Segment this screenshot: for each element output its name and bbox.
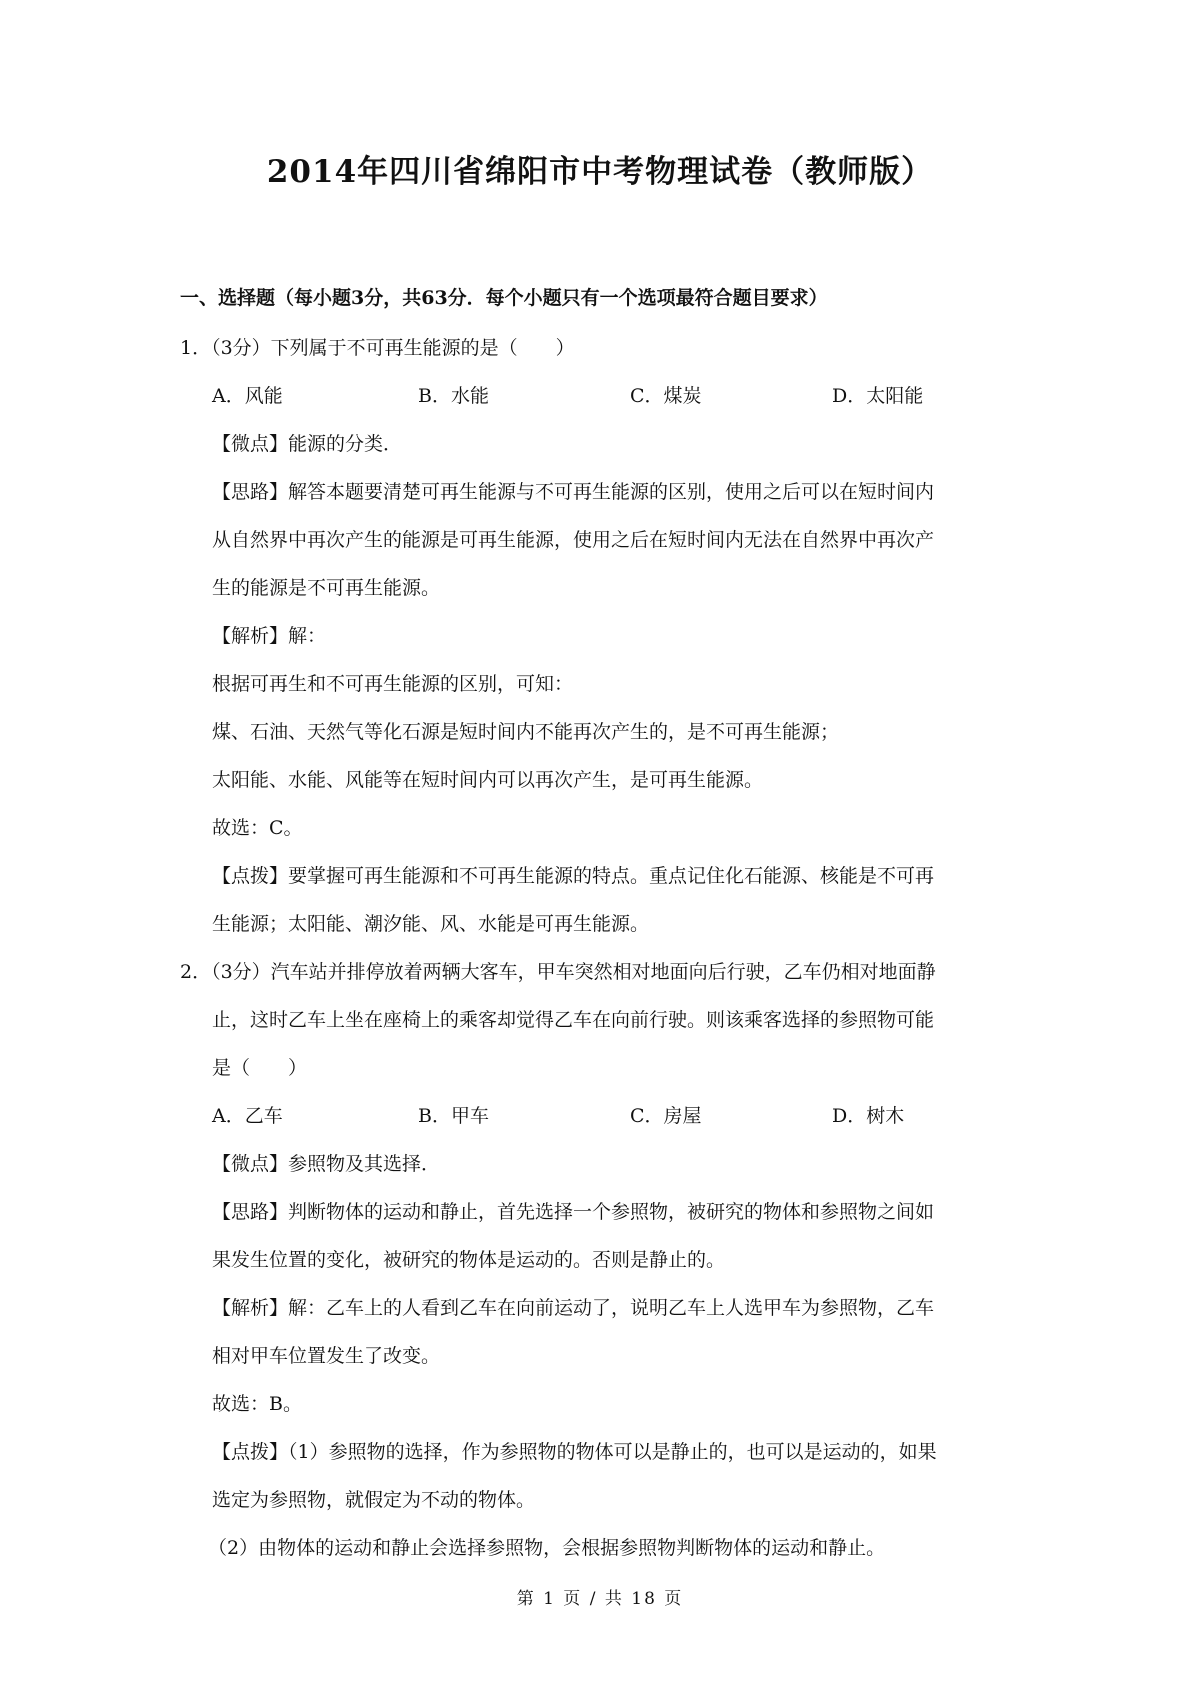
q2-stem-line: 是（ ） <box>212 1057 308 1079</box>
q2-dianbo-line: 【点拨】（1）参照物的选择，作为参照物的物体可以是静止的，也可以是运动的，如果 <box>212 1441 937 1463</box>
q2-silu-line: 果发生位置的变化，被研究的物体是运动的。否则是静止的。 <box>212 1249 726 1271</box>
q2-jiexi-line: 相对甲车位置发生了改变。 <box>212 1345 441 1367</box>
q1-jiexi-line: 太阳能、水能、风能等在短时间内可以再次产生，是可再生能源。 <box>212 769 764 791</box>
q2-weidian: 【微点】参照物及其选择． <box>212 1153 441 1175</box>
q1-jiexi-line: 根据可再生和不可再生能源的区别，可知： <box>212 673 574 695</box>
q2-jiexi-line: 【解析】解：乙车上的人看到乙车在向前运动了，说明乙车上人选甲车为参照物，乙车 <box>212 1297 935 1319</box>
q2-option-a: A．乙车 <box>212 1105 283 1127</box>
q2-answer: 故选：B。 <box>212 1393 302 1415</box>
q2-stem-line: 2．（3分）汽车站并排停放着两辆大客车，甲车突然相对地面向后行驶，乙车仍相对地面静 <box>180 961 936 983</box>
section-heading: 一、选择题（每小题3分，共63分．每个小题只有一个选项最符合题目要求） <box>180 287 828 309</box>
q1-jiexi-line: 煤、石油、天然气等化石源是短时间内不能再次产生的，是不可再生能源； <box>212 721 840 743</box>
q2-dianbo-line: 选定为参照物，就假定为不动的物体。 <box>212 1489 536 1511</box>
q1-jiexi-line: 【解析】解： <box>212 625 327 647</box>
q1-silu-line: 生的能源是不可再生能源。 <box>212 577 441 599</box>
page-footer: 第 1 页 / 共 18 页 <box>516 1589 684 1609</box>
q2-dianbo-line: （2）由物体的运动和静止会选择参照物，会根据参照物判断物体的运动和静止。 <box>208 1537 886 1559</box>
q1-dianbo-line: 生能源；太阳能、潮汐能、风、水能是可再生能源。 <box>212 913 650 935</box>
q1-silu-line: 从自然界中再次产生的能源是可再生能源，使用之后在短时间内无法在自然界中再次产 <box>212 529 935 551</box>
q2-option-b: B．甲车 <box>418 1105 489 1127</box>
q2-stem-line: 止，这时乙车上坐在座椅上的乘客却觉得乙车在向前行驶。则该乘客选择的参照物可能 <box>212 1009 935 1031</box>
q1-silu-line: 【思路】解答本题要清楚可再生能源与不可再生能源的区别，使用之后可以在短时间内 <box>212 481 935 503</box>
q1-answer: 故选：C。 <box>212 817 303 839</box>
q2-option-c: C．房屋 <box>630 1105 702 1127</box>
page-title: 2014年四川省绵阳市中考物理试卷（教师版） <box>266 154 934 190</box>
q1-dianbo-line: 【点拨】要掌握可再生能源和不可再生能源的特点。重点记住化石能源、核能是不可再 <box>212 865 935 887</box>
q1-option-a: A．风能 <box>212 385 283 407</box>
q1-weidian: 【微点】能源的分类． <box>212 433 403 455</box>
q1-stem: 1．（3分）下列属于不可再生能源的是（ ） <box>180 337 575 359</box>
q1-option-b: B．水能 <box>418 385 489 407</box>
q2-silu-line: 【思路】判断物体的运动和静止，首先选择一个参照物，被研究的物体和参照物之间如 <box>212 1201 935 1223</box>
q2-option-d: D．树木 <box>832 1105 905 1127</box>
q1-option-d: D．太阳能 <box>832 385 924 407</box>
q1-option-c: C．煤炭 <box>630 385 702 407</box>
